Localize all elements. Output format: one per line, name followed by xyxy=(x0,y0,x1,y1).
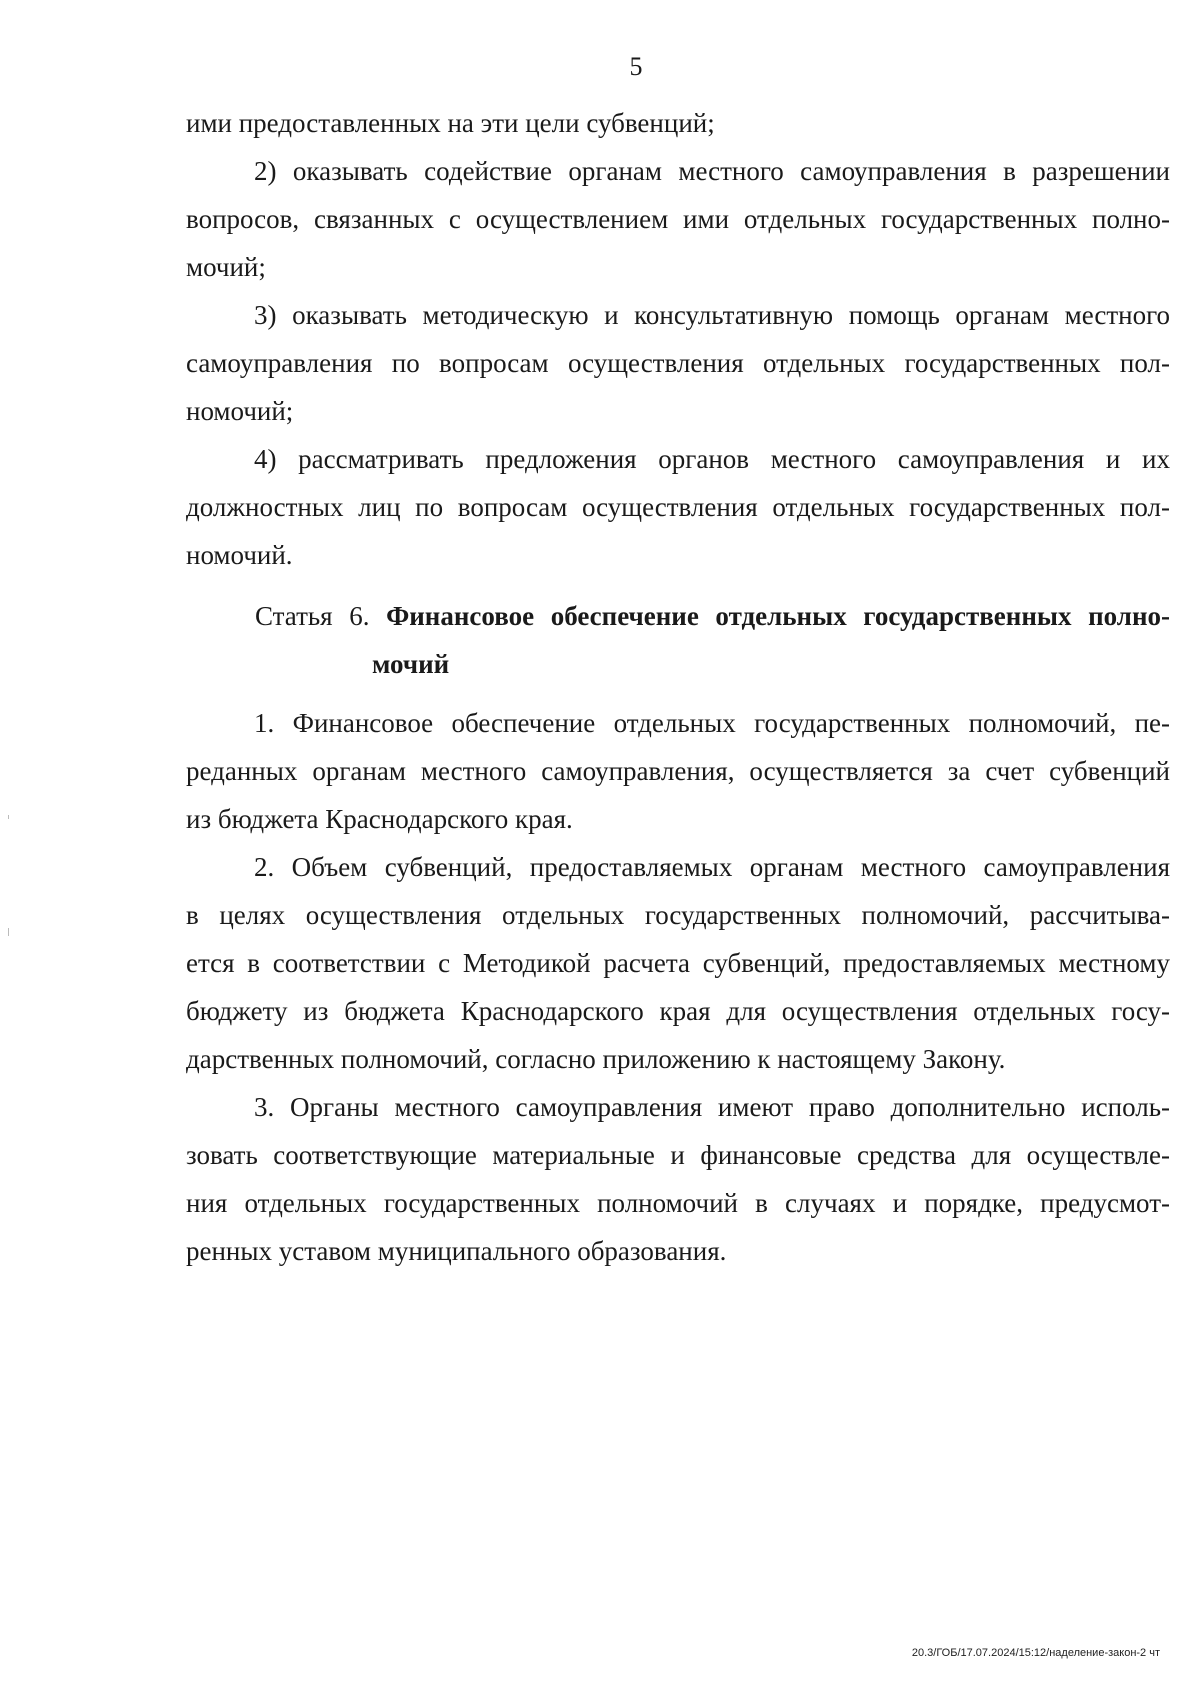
scan-artifact xyxy=(8,815,9,819)
list-item-4-line: 4) рассматривать предложения органов местного самоуправления и их xyxy=(254,444,1170,474)
paragraph-2-line: ется в соответствии с Методикой расчета субвенций, предоставляемых местному xyxy=(186,948,1170,978)
list-item-3-line: номочий; xyxy=(186,396,294,426)
list-item-3-line: самоуправления по вопросам осуществления отдельных государственных пол- xyxy=(186,348,1170,378)
paragraph-block-1 xyxy=(186,99,1170,579)
paragraph-3-line: зовать соответствующие материальные и финансовые средства для осуществле- xyxy=(186,1140,1170,1170)
paragraph-2-line: 2. Объем субвенций, предоставляемых органам местного самоуправления xyxy=(254,852,1170,882)
article-title: Финансовое обеспечение отдельных государственных полно- xyxy=(386,601,1170,631)
article-title-continuation: мочий xyxy=(372,649,450,679)
article-heading-line-1 xyxy=(255,592,1170,640)
list-item-2-line: вопросов, связанных с осуществлением ими отдельных государственных полно- xyxy=(186,204,1170,234)
paragraph-2-line: дарственных полномочий, согласно приложению к настоящему Закону. xyxy=(186,1044,1006,1074)
list-item-4-line: номочий. xyxy=(186,540,293,570)
paragraph-1-line: из бюджета Краснодарского края. xyxy=(186,804,573,834)
paragraph-2-line: в целях осуществления отдельных государственных полномочий, рассчитыва- xyxy=(186,900,1170,930)
scan-artifact xyxy=(8,928,9,936)
list-item-3-line: 3) оказывать методическую и консультативную помощь органам местного xyxy=(254,300,1170,330)
page-number: 5 xyxy=(629,52,643,81)
list-item-2-line: 2) оказывать содействие органам местного самоуправления в разрешении xyxy=(254,156,1170,186)
paragraph-1-line: 1. Финансовое обеспечение отдельных государственных полномочий, пе- xyxy=(254,708,1170,738)
article-heading xyxy=(255,592,1170,688)
list-item-4-line: должностных лиц по вопросам осуществления отдельных государственных пол- xyxy=(186,492,1170,522)
paragraph-3-line: ренных уставом муниципального образования. xyxy=(186,1236,727,1266)
paragraph-2-line: бюджету из бюджета Краснодарского края для осуществления отдельных госу- xyxy=(186,996,1170,1026)
article-prefix: Статья 6. xyxy=(255,601,370,631)
list-item-2-line: мочий; xyxy=(186,252,266,282)
document-footer-code: 20.3/ГОБ/17.07.2024/15:12/наделение-закон-2 чт xyxy=(911,1647,1160,1659)
text-line: ими предоставленных на эти цели субвенций; xyxy=(186,108,715,138)
paragraph-3-line: 3. Органы местного самоуправления имеют право дополнительно исполь- xyxy=(254,1092,1170,1122)
paragraph-1-line: реданных органам местного самоуправления, осуществляется за счет субвенций xyxy=(186,756,1170,786)
paragraph-block-2 xyxy=(186,699,1170,1275)
paragraph-3-line: ния отдельных государственных полномочий в случаях и порядке, предусмот- xyxy=(186,1188,1170,1218)
